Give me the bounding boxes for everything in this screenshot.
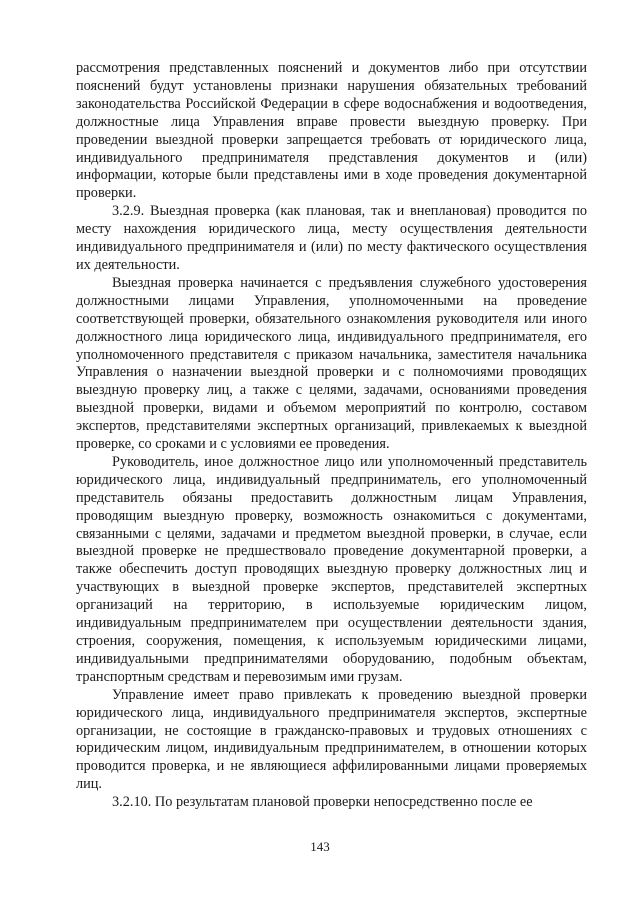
paragraph-experts: Управление имеет право привлекать к проведению выездной проверки юридического лица, индивидуального предпринимателя экспертов, экспертные организации, не состоящие в гражданско-правовых и трудовых отношениях с юридическим лицом, индивидуальным предпринимателем, в отношении которых проводится проверка, и не являющиеся аффилированными лицами проверяемых лиц. — [76, 686, 587, 793]
paragraph-access-obligations: Руководитель, иное должностное лицо или уполномоченный представитель юридического лица, индивидуальный предприниматель, его уполномоченный представитель обязаны предоставить должностным лицам Управления, проводящим выездную проверку, возможность ознакомиться с документами, связанными с целями, задачами и предметом выездной проверки, в случае, если выездной проверке не предшествовало проведение документарной проверки, а также обеспечить доступ проводящих выездную проверку должностных лиц и участвующих в выездной проверке экспертов, представителей экспертных организаций на территорию, в используемые юридическим лицом, индивидуальным предпринимателем при осуществлении деятельности здания, строения, сооружения, помещения, к используемым юридическими лицами, индивидуальными предпринимателями оборудованию, подобным объектам, транспортным средствам и перевозимым ими грузам. — [76, 453, 587, 685]
paragraph-3-2-10: 3.2.10. По результатам плановой проверки непосредственно после ее — [112, 794, 533, 811]
paragraph-continuation: рассмотрения представленных пояснений и документов либо при отсутствии пояснений будут установлены признаки нарушения обязательных требований законодательства Российской Федерации в сфере водоснабжения и водоотведения, должностные лица Управления вправе провести выездную проверку. При проведении выездной проверки запрещается требовать от юридического лица, индивидуального предпринимателя представления документов и (или) информации, которые были представлены ими в ходе проведения документарной проверки. — [76, 60, 587, 202]
paragraph-3-2-9: 3.2.9. Выездная проверка (как плановая, так и внеплановая) проводится по месту нахождения юридического лица, месту осуществления деятельности индивидуального предпринимателя и (или) по месту фактического осуществления их деятельности. — [76, 203, 587, 273]
paragraph-inspection-start: Выездная проверка начинается с предъявления служебного удостоверения должностными лицами Управления, уполномоченными на проведение соответствующей проверки, обязательного ознакомления руководителя или иного должностного лица юридического лица, индивидуального предпринимателя, его уполномоченного представителя с приказом начальника, заместителя начальника Управления о назначении выездной проверки и с полномочиями проводящих выездную проверку лиц, а также с целями, задачами, основаниями проведения выездной проверки, видами и объемом мероприятий по контролю, составом экспертов, представителями экспертных организаций, привлекаемых к выездной проверке, со сроками и с условиями ее проведения. — [76, 274, 587, 453]
body-text — [76, 60, 587, 812]
page-number: 143 — [310, 839, 330, 854]
